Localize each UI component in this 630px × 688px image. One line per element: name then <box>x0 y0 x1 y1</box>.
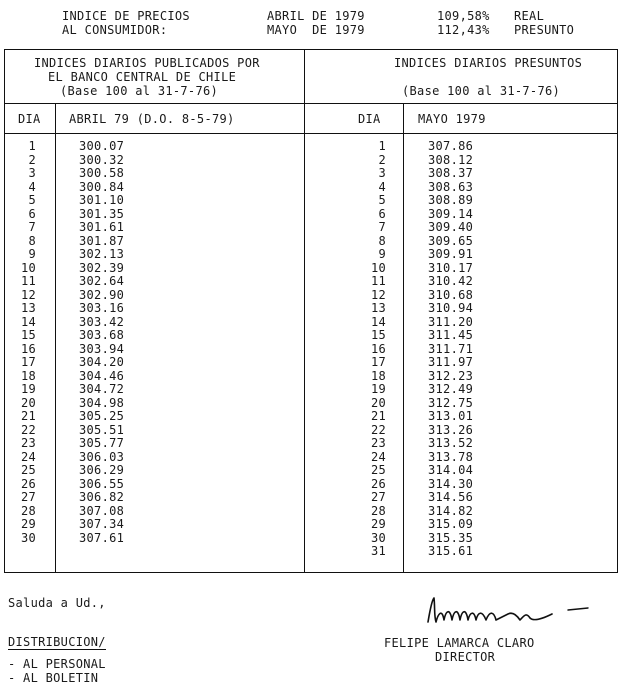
april-value-2: 300.32 <box>79 152 125 167</box>
may-value-21: 313.01 <box>428 409 474 423</box>
april-value-21: 305.25 <box>79 409 125 423</box>
may-value-26: 314.30 <box>428 476 474 491</box>
may-value-27: 314.56 <box>428 490 474 504</box>
april-value-4: 300.84 <box>79 179 125 194</box>
may-value-17: 311.97 <box>428 355 474 369</box>
may-value-22: 313.26 <box>428 422 474 437</box>
table-divider-may-dia <box>403 103 404 573</box>
april-day-5: 5 <box>28 193 36 207</box>
may-value-6: 309.14 <box>428 206 474 221</box>
april-day-3: 3 <box>28 166 36 180</box>
may-day-20: 20 <box>370 395 386 410</box>
april-value-14: 303.42 <box>79 314 125 329</box>
cpi-may-month: MAYO DE 1979 <box>267 23 365 37</box>
may-day-7: 7 <box>378 220 386 234</box>
right-title-base: (Base 100 al 31-7-76) <box>402 84 561 98</box>
table-divider-columns <box>4 133 618 134</box>
may-day-27: 27 <box>370 490 386 504</box>
may-day-17: 17 <box>370 355 386 369</box>
may-day-6: 6 <box>378 206 386 221</box>
april-dia-header: DIA <box>18 112 41 126</box>
may-day-8: 8 <box>378 233 386 248</box>
may-values-header: MAYO 1979 <box>418 112 486 126</box>
may-value-24: 313.78 <box>428 449 474 464</box>
april-day-28: 28 <box>20 503 36 518</box>
may-day-15: 15 <box>370 328 386 342</box>
april-value-6: 301.35 <box>79 206 125 221</box>
april-value-1: 300.07 <box>79 139 125 153</box>
april-day-2: 2 <box>28 152 36 167</box>
greeting: Saluda a Ud., <box>8 596 106 610</box>
april-day-21: 21 <box>20 409 36 423</box>
may-day-26: 26 <box>370 476 386 491</box>
distribution-title: DISTRIBUCION/ <box>8 635 106 649</box>
april-day-23: 23 <box>20 436 36 450</box>
april-day-16: 16 <box>20 341 36 356</box>
may-day-31: 31 <box>370 544 386 558</box>
april-value-19: 304.72 <box>79 382 125 396</box>
signature <box>420 592 600 634</box>
april-day-24: 24 <box>20 449 36 464</box>
may-day-11: 11 <box>370 274 386 288</box>
distribution-item-boletin: - AL BOLETIN <box>8 671 99 685</box>
may-value-9: 309.91 <box>428 247 474 261</box>
april-value-20: 304.98 <box>79 395 125 410</box>
april-value-18: 304.46 <box>79 368 125 383</box>
april-day-11: 11 <box>20 274 36 288</box>
may-value-5: 308.89 <box>428 193 474 207</box>
cpi-april-percent: 109,58% <box>437 9 490 23</box>
may-day-12: 12 <box>370 287 386 302</box>
may-day-3: 3 <box>378 166 386 180</box>
right-title-line1: INDICES DIARIOS PRESUNTOS <box>394 56 583 70</box>
may-day-18: 18 <box>370 368 386 383</box>
may-day-30: 30 <box>370 530 386 545</box>
april-value-30: 307.61 <box>79 530 125 545</box>
april-value-7: 301.61 <box>79 220 125 234</box>
may-value-11: 310.42 <box>428 274 474 288</box>
april-day-19: 19 <box>20 382 36 396</box>
may-value-25: 314.04 <box>428 463 474 477</box>
may-value-12: 310.68 <box>428 287 474 302</box>
april-value-29: 307.34 <box>79 517 125 531</box>
april-value-15: 303.68 <box>79 328 125 342</box>
cpi-may-status: PRESUNTO <box>514 23 575 37</box>
april-day-1: 1 <box>28 139 36 153</box>
may-day-25: 25 <box>370 463 386 477</box>
april-day-9: 9 <box>28 247 36 261</box>
april-day-20: 20 <box>20 395 36 410</box>
may-value-18: 312.23 <box>428 368 474 383</box>
may-day-5: 5 <box>378 193 386 207</box>
may-day-13: 13 <box>370 301 386 315</box>
may-value-14: 311.20 <box>428 314 474 329</box>
cpi-april-month: ABRIL DE 1979 <box>267 9 365 23</box>
cpi-label-line2: AL CONSUMIDOR: <box>62 23 168 37</box>
may-value-13: 310.94 <box>428 301 474 315</box>
april-value-27: 306.82 <box>79 490 125 504</box>
may-day-2: 2 <box>378 152 386 167</box>
april-day-10: 10 <box>20 260 36 275</box>
april-value-3: 300.58 <box>79 166 125 180</box>
april-day-27: 27 <box>20 490 36 504</box>
signer-name: FELIPE LAMARCA CLARO <box>384 636 535 650</box>
april-value-24: 306.03 <box>79 449 125 464</box>
april-day-22: 22 <box>20 422 36 437</box>
april-day-13: 13 <box>20 301 36 315</box>
may-day-22: 22 <box>370 422 386 437</box>
may-value-30: 315.35 <box>428 530 474 545</box>
april-value-5: 301.10 <box>79 193 125 207</box>
april-value-10: 302.39 <box>79 260 125 275</box>
april-value-16: 303.94 <box>79 341 125 356</box>
may-day-23: 23 <box>370 436 386 450</box>
may-day-24: 24 <box>370 449 386 464</box>
table-divider-title <box>4 103 618 104</box>
april-value-12: 302.90 <box>79 287 125 302</box>
april-day-26: 26 <box>20 476 36 491</box>
may-day-9: 9 <box>378 247 386 261</box>
signer-title: DIRECTOR <box>435 650 496 664</box>
may-value-7: 309.40 <box>428 220 474 234</box>
april-day-4: 4 <box>28 179 36 194</box>
distribution-item-personal: - AL PERSONAL <box>8 657 106 671</box>
april-value-17: 304.20 <box>79 355 125 369</box>
april-value-13: 303.16 <box>79 301 125 315</box>
left-title-line2: EL BANCO CENTRAL DE CHILE <box>48 70 237 84</box>
may-value-31: 315.61 <box>428 544 474 558</box>
may-value-19: 312.49 <box>428 382 474 396</box>
may-value-3: 308.37 <box>428 166 474 180</box>
may-value-29: 315.09 <box>428 517 474 531</box>
april-value-8: 301.87 <box>79 233 125 248</box>
may-day-16: 16 <box>370 341 386 356</box>
april-value-28: 307.08 <box>79 503 125 518</box>
april-values-header: ABRIL 79 (D.O. 8-5-79) <box>69 112 235 126</box>
may-value-8: 309.65 <box>428 233 474 248</box>
april-day-14: 14 <box>20 314 36 329</box>
may-value-2: 308.12 <box>428 152 474 167</box>
april-day-17: 17 <box>20 355 36 369</box>
april-day-12: 12 <box>20 287 36 302</box>
may-day-10: 10 <box>370 260 386 275</box>
april-value-26: 306.55 <box>79 476 125 491</box>
april-value-23: 305.77 <box>79 436 125 450</box>
april-day-29: 29 <box>20 517 36 531</box>
april-day-8: 8 <box>28 233 36 248</box>
may-day-19: 19 <box>370 382 386 396</box>
april-value-11: 302.64 <box>79 274 125 288</box>
may-value-20: 312.75 <box>428 395 474 410</box>
may-day-29: 29 <box>370 517 386 531</box>
may-day-21: 21 <box>370 409 386 423</box>
april-day-30: 30 <box>20 530 36 545</box>
may-value-1: 307.86 <box>428 139 474 153</box>
cpi-may-percent: 112,43% <box>437 23 490 37</box>
left-title-line1: INDICES DIARIOS PUBLICADOS POR <box>34 56 260 70</box>
may-day-28: 28 <box>370 503 386 518</box>
may-value-16: 311.71 <box>428 341 474 356</box>
april-day-6: 6 <box>28 206 36 221</box>
may-value-28: 314.82 <box>428 503 474 518</box>
may-value-23: 313.52 <box>428 436 474 450</box>
may-value-10: 310.17 <box>428 260 474 275</box>
april-day-7: 7 <box>28 220 36 234</box>
may-value-4: 308.63 <box>428 179 474 194</box>
left-title-base: (Base 100 al 31-7-76) <box>60 84 219 98</box>
may-value-15: 311.45 <box>428 328 474 342</box>
april-value-25: 306.29 <box>79 463 125 477</box>
may-dia-header: DIA <box>358 112 381 126</box>
april-value-22: 305.51 <box>79 422 125 437</box>
april-day-18: 18 <box>20 368 36 383</box>
may-day-14: 14 <box>370 314 386 329</box>
april-day-15: 15 <box>20 328 36 342</box>
april-value-9: 302.13 <box>79 247 125 261</box>
may-day-1: 1 <box>378 139 386 153</box>
may-day-4: 4 <box>378 179 386 194</box>
cpi-label-line1: INDICE DE PRECIOS <box>62 9 190 23</box>
cpi-april-status: REAL <box>514 9 545 23</box>
april-day-25: 25 <box>20 463 36 477</box>
